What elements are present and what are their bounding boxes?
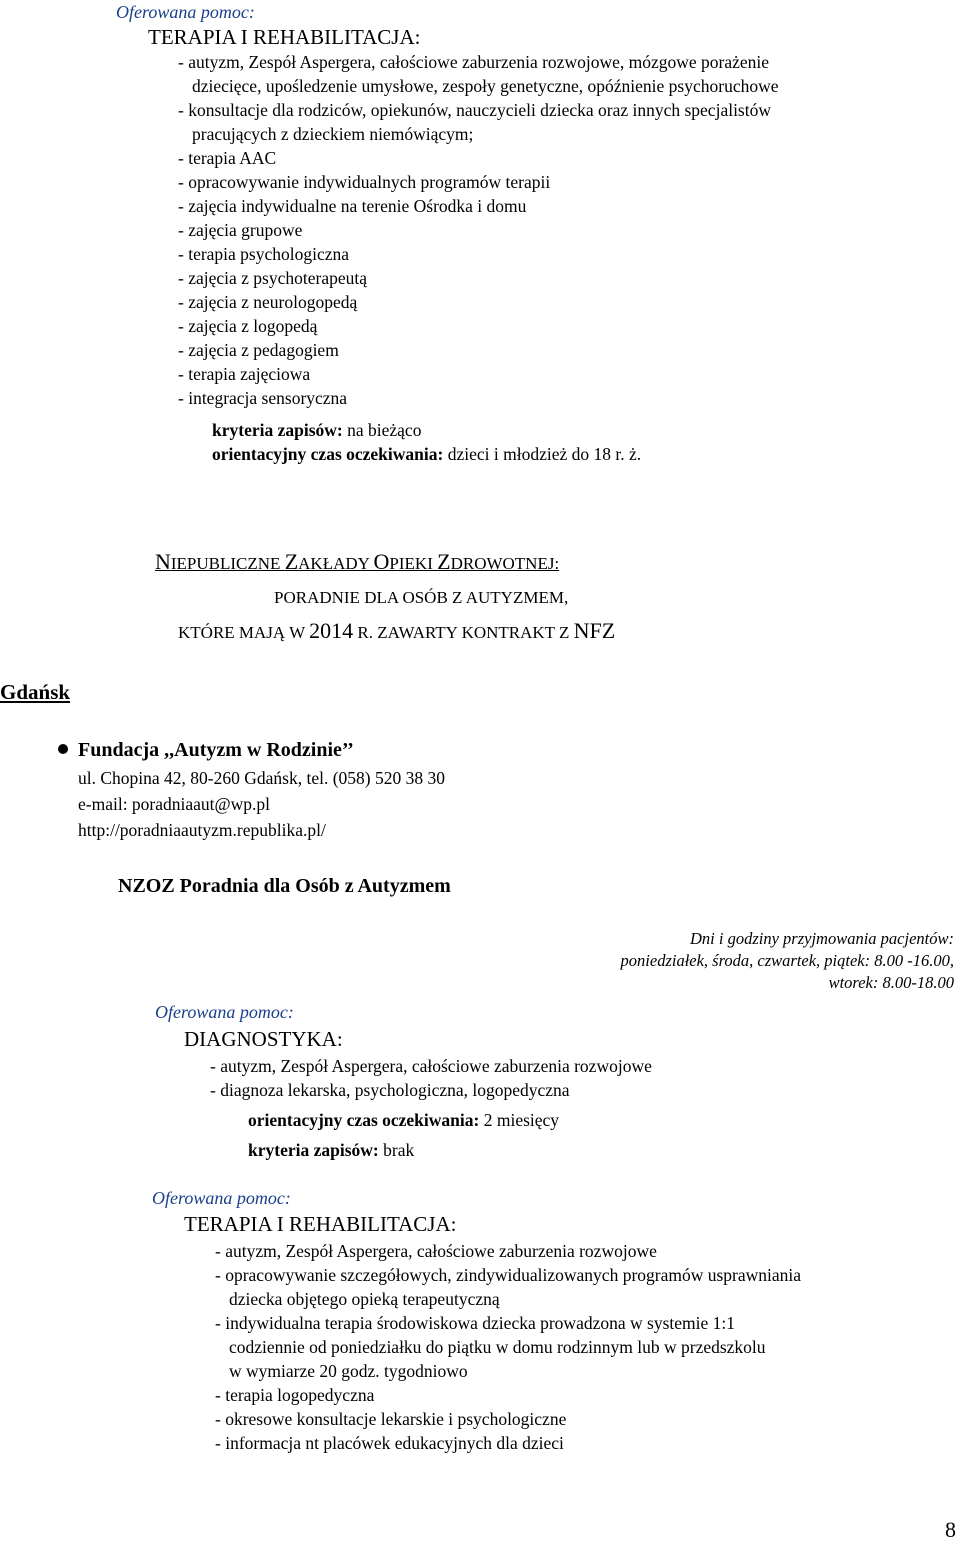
list-item: - informacja nt placówek edukacyjnych dla dzieci [215, 1433, 564, 1453]
list-item: - integracja sensoryczna [178, 388, 348, 408]
list-item: w wymiarze 20 godz. tygodniowo [229, 1361, 468, 1381]
bullet-icon [58, 744, 68, 754]
list-item: - opracowywanie indywidualnych programów terapii [178, 172, 551, 192]
diagnostics-heading: DIAGNOSTYKA: [184, 1027, 343, 1051]
list-item: - autyzm, Zespół Aspergera, całościowe zaburzenia rozwojowe, mózgowe porażenie [178, 52, 770, 72]
list-item: - autyzm, Zespół Aspergera, całościowe zaburzenia rozwojowe [210, 1056, 652, 1076]
list-item: - konsultacje dla rodziców, opiekunów, nauczycieli dziecka oraz innych specjalistów [178, 100, 771, 120]
criteria-value: brak [378, 1140, 415, 1160]
wait-time-line-2 [248, 1108, 559, 1132]
clinic-name: NZOZ Poradnia dla Osób z Autyzmem [118, 875, 451, 897]
clinic-hours [621, 928, 954, 994]
list-item: codziennie od poniedziałku do piątku w domu rodzinnym lub w przedszkolu [229, 1337, 766, 1357]
diagnostics-list [210, 1054, 652, 1102]
foundation-name: Fundacja ,,Autyzm w Rodzinie’’ [58, 738, 354, 762]
criteria-line-1 [212, 418, 421, 442]
title-subtitle-1: PORADNIE DLA OSÓB Z AUTYZMEM, [274, 588, 569, 607]
wait-time-label: orientacyjny czas oczekiwania: [248, 1110, 480, 1130]
wait-time-value: dzieci i młodzież do 18 r. ż. [443, 444, 642, 464]
offered-help-label-3: Oferowana pomoc: [152, 1188, 291, 1208]
list-item: - zajęcia z pedagogiem [178, 340, 339, 360]
list-item: pracujących z dzieckiem niemówiącym; [192, 124, 474, 144]
criteria-label: kryteria zapisów: [248, 1140, 379, 1160]
list-item: - zajęcia z psychoterapeutą [178, 268, 367, 288]
foundation-url[interactable]: http://poradniaautyzm.republika.pl/ [78, 820, 326, 840]
hours-line: poniedziałek, środa, czwartek, piątek: 8.00 -16.00, [620, 951, 954, 970]
title-nzoz: NIEPUBLICZNE ZAKŁADY OPIEKI ZDROWOTNEJ: [155, 549, 560, 574]
foundation-email[interactable]: e-mail: poradniaaut@wp.pl [78, 794, 271, 814]
list-item: - indywidualna terapia środowiskowa dziecka prowadzona w systemie 1:1 [215, 1313, 735, 1333]
therapy-list-2 [215, 1239, 801, 1455]
title-subtitle-2: KTÓRE MAJĄ W 2014 R. ZAWARTY KONTRAKT Z NFZ [178, 618, 616, 643]
offered-help-label-1: Oferowana pomoc: [116, 2, 255, 22]
list-item: - diagnoza lekarska, psychologiczna, logopedyczna [210, 1080, 570, 1100]
list-item: dziecka objętego opieką terapeutyczną [229, 1289, 500, 1309]
offered-help-label-2: Oferowana pomoc: [155, 1002, 294, 1022]
list-item: - terapia zajęciowa [178, 364, 311, 384]
criteria-label: kryteria zapisów: [212, 420, 343, 440]
list-item: - terapia logopedyczna [215, 1385, 375, 1405]
list-item: - okresowe konsultacje lekarskie i psychologiczne [215, 1409, 567, 1429]
hours-line: wtorek: 8.00-18.00 [828, 973, 954, 992]
foundation-address: ul. Chopina 42, 80-260 Gdańsk, tel. (058) 520 38 30 [78, 768, 445, 788]
city-heading: Gdańsk [0, 680, 71, 704]
wait-time-line-1 [212, 442, 641, 466]
list-item: - autyzm, Zespół Aspergera, całościowe zaburzenia rozwojowe [215, 1241, 657, 1261]
page-number: 8 [945, 1517, 956, 1542]
criteria-value: na bieżąco [342, 420, 422, 440]
list-item: - zajęcia z logopedą [178, 316, 318, 336]
wait-time-value: 2 miesięcy [479, 1110, 560, 1130]
list-item: - terapia psychologiczna [178, 244, 350, 264]
list-item: - opracowywanie szczegółowych, zindywidualizowanych programów usprawniania [215, 1265, 802, 1285]
list-item: dziecięce, upośledzenie umysłowe, zespoły genetyczne, opóźnienie psychoruchowe [192, 76, 779, 96]
list-item: - zajęcia indywidualne na terenie Ośrodka i domu [178, 196, 527, 216]
therapy-heading-2: TERAPIA I REHABILITACJA: [184, 1212, 457, 1236]
therapy-heading-1: TERAPIA I REHABILITACJA: [148, 25, 421, 49]
list-item: - zajęcia grupowe [178, 220, 303, 240]
wait-time-label: orientacyjny czas oczekiwania: [212, 444, 444, 464]
list-item: - zajęcia z neurologopedą [178, 292, 358, 312]
list-item: - terapia AAC [178, 148, 277, 168]
criteria-line-2 [248, 1138, 414, 1162]
hours-title: Dni i godziny przyjmowania pacjentów: [690, 929, 954, 948]
therapy-list-1 [178, 50, 779, 410]
